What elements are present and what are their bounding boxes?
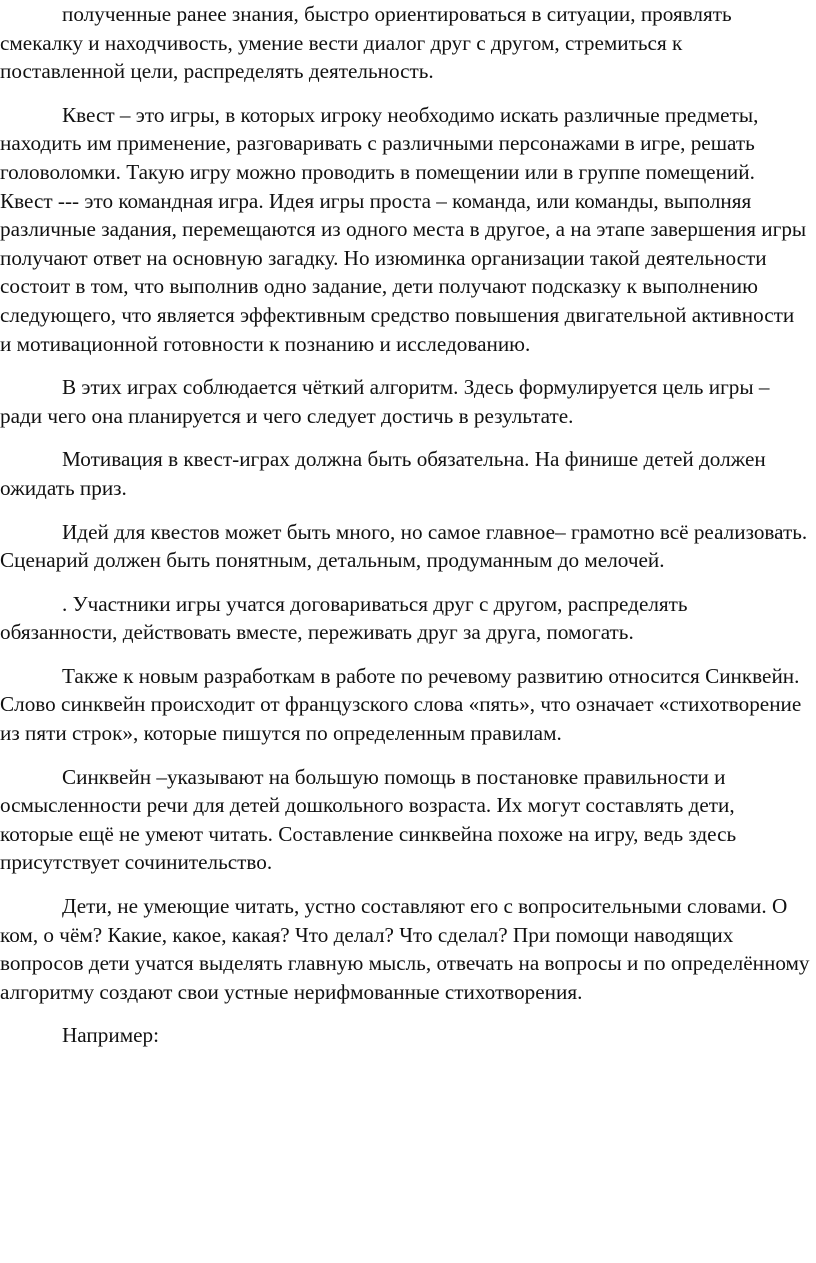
paragraph-ideas: Идей для квестов может быть много, но самое главное– грамотно всё реализовать. Сценарий должен быть понятным, детальным, продуманным до мелочей. [0,519,808,573]
paragraph-cinquain-method: Дети, не умеющие читать, устно составляют его с вопросительными словами. О ком, о чём? Какие, какое, какая? Что делал? Что сделал? При помощи наводящих вопросов дети учатся выделять главную мысль, отвечать на вопросы и по определённому алгоритму создают свои устные нерифмованные стихотворения. [0,894,810,1004]
paragraph-cinquain-intro: Также к новым разработкам в работе по речевому развитию относится Синквейн. Слово синквейн происходит от французского слова «пять», что означает «стихотворение из пяти строк», которые пишутся по определенным правилам. [0,663,802,746]
paragraph-example-label: Например: [62,1023,159,1048]
paragraph-participants: . Участники игры учатся договариваться друг с другом, распределять обязанности, действовать вместе, переживать друг за друга, помогать. [0,591,688,645]
paragraph-algorithm: В этих играх соблюдается чёткий алгоритм. Здесь формулируется цель игры – ради чего она планируется и чего следует достичь в результате. [0,375,770,428]
paragraph-quest-definition: Квест – это игры, в которых игроку необходимо искать различные предметы, находить им применение, разговаривать с различными персонажами в игре, решать головоломки. Такую игру можно проводить в помещении или в группе помещений. Квест --- это командная игра. Идея игры проста – команда, или команды, выполняя различные задания, перемещаются из одного места в другое, а на этапе завершения игры получают ответ на основную загадку. Но изюминка организации такой деятельности состоит в том, что выполнив одно задание, дети получают подсказку к выполнению следующего, что является эффективным средство повышения двигательной активности и мотивационной готовности к познанию и исследованию. [0,102,807,356]
paragraph-cinquain-benefits: Синквейн –указывают на большую помощь в постановке правильности и осмысленности речи для детей дошкольного возраста. Их могут составлять дети, которые ещё не умеют читать. Составление синквейна похоже на игру, ведь здесь присутствует сочинительство. [0,764,737,875]
paragraph-motivation: Мотивация в квест-играх должна быть обязательна. На финише детей должен ожидать приз. [0,447,766,500]
paragraph-skills: полученные ранее знания, быстро ориентироваться в ситуации, проявлять смекалку и находчивость, умение вести диалог друг с другом, стремиться к поставленной цели, распределять деятельность. [0,2,732,84]
